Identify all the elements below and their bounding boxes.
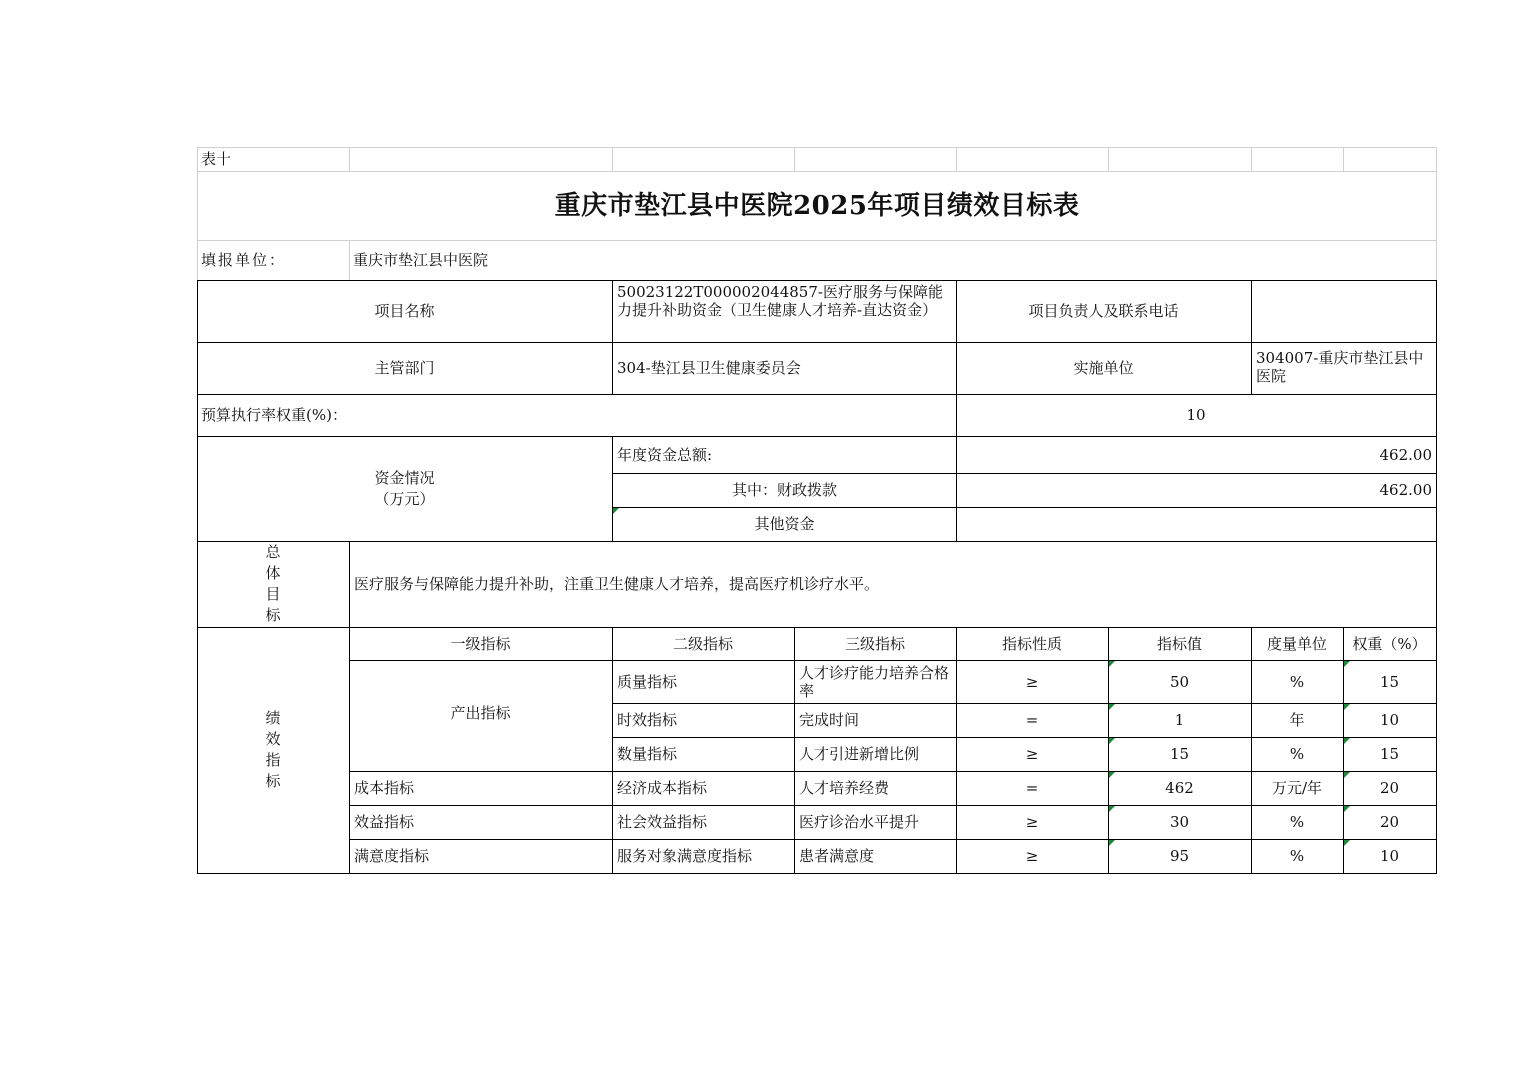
row-nature: ≥ bbox=[1025, 745, 1039, 763]
other-funds-value bbox=[956, 507, 1436, 541]
goal-char: 目 bbox=[265, 585, 281, 603]
impl-label: 实施单位 bbox=[1073, 359, 1134, 377]
row-unit: % bbox=[1289, 672, 1305, 691]
row-level2: 社会效益指标 bbox=[617, 813, 708, 831]
cell-marker bbox=[1344, 661, 1350, 667]
unit-value: 重庆市垫江县中医院 bbox=[353, 251, 489, 269]
grid-line bbox=[612, 147, 613, 171]
header-level3: 三级指标 bbox=[844, 634, 905, 653]
row-level3: 人才引进新增比例 bbox=[799, 745, 920, 763]
row-weight: 10 bbox=[1379, 711, 1400, 729]
header-level2: 二级指标 bbox=[672, 634, 733, 653]
row-weight: 15 bbox=[1379, 745, 1400, 763]
row-level1: 效益指标 bbox=[354, 813, 415, 831]
header-level1: 一级指标 bbox=[450, 634, 511, 653]
grid-line bbox=[794, 147, 795, 171]
funds-label-line2: （万元） bbox=[374, 489, 435, 508]
row-value: 50 bbox=[1169, 672, 1190, 691]
goal-char: 体 bbox=[265, 564, 281, 582]
row-level1: 满意度指标 bbox=[354, 847, 430, 865]
row-level2: 时效指标 bbox=[617, 711, 678, 729]
row-level2: 数量指标 bbox=[617, 745, 678, 763]
cell-marker bbox=[1109, 704, 1115, 710]
grid-line bbox=[1343, 147, 1344, 171]
project-name-value: 50023122T000002044857-医疗服务与保障能力提升补助资金（卫生健康人才培养-直达资金） bbox=[617, 283, 943, 319]
row-unit: % bbox=[1289, 745, 1305, 763]
row-weight: 20 bbox=[1379, 813, 1400, 831]
annual-total-value: 462.00 bbox=[1379, 445, 1432, 464]
overall-goal-label bbox=[197, 541, 349, 627]
cell-marker bbox=[1109, 840, 1115, 846]
row-value: 462 bbox=[1165, 779, 1194, 797]
grid-line bbox=[1108, 147, 1109, 171]
row-unit: 年 bbox=[1289, 711, 1305, 729]
cell-marker bbox=[1109, 806, 1115, 812]
row-unit: % bbox=[1289, 813, 1305, 831]
fiscal-value: 462.00 bbox=[1379, 481, 1432, 499]
row-level3: 医疗诊治水平提升 bbox=[799, 813, 920, 831]
grid-line bbox=[1251, 147, 1252, 171]
level1-output: 产出指标 bbox=[450, 704, 511, 722]
performance-target-sheet bbox=[197, 147, 1437, 874]
cell-marker bbox=[1344, 840, 1350, 846]
header-unit: 度量单位 bbox=[1266, 634, 1327, 653]
row-value: 95 bbox=[1169, 847, 1190, 865]
impl-value: 304007-重庆市垫江县中医院 bbox=[1256, 349, 1424, 385]
cell-marker bbox=[1109, 661, 1115, 667]
header-value: 指标值 bbox=[1156, 634, 1202, 653]
dept-value: 304-垫江县卫生健康委员会 bbox=[617, 359, 801, 377]
row-value: 1 bbox=[1174, 711, 1185, 729]
cell-marker bbox=[1344, 704, 1350, 710]
border-line bbox=[1436, 280, 1437, 874]
contact-label: 项目负责人及联系电话 bbox=[1028, 302, 1179, 320]
project-name-label: 项目名称 bbox=[374, 302, 435, 320]
funds-label bbox=[197, 436, 612, 541]
row-nature: ≥ bbox=[1025, 672, 1039, 691]
perf-indicator-label bbox=[197, 627, 349, 873]
grid-line bbox=[956, 147, 957, 171]
perf-char: 指 bbox=[265, 751, 281, 769]
perf-char: 绩 bbox=[265, 709, 281, 727]
page-title: 重庆市垫江县中医院2025年项目绩效目标表 bbox=[554, 190, 1080, 221]
row-value: 30 bbox=[1169, 813, 1190, 831]
row-value: 15 bbox=[1169, 745, 1190, 763]
row-unit: % bbox=[1289, 847, 1305, 865]
goal-char: 总 bbox=[265, 543, 281, 561]
cell-marker bbox=[1109, 772, 1115, 778]
row-weight: 20 bbox=[1379, 779, 1400, 797]
overall-goal-text: 医疗服务与保障能力提升补助，注重卫生健康人才培养，提高医疗机诊疗水平。 bbox=[354, 575, 880, 593]
row-level3: 人才培养经费 bbox=[799, 779, 890, 797]
fiscal-label: 其中：财政拨款 bbox=[731, 481, 837, 499]
cell-marker bbox=[1344, 806, 1350, 812]
cell-marker bbox=[1344, 738, 1350, 744]
unit-label: 填报单位： bbox=[201, 251, 287, 269]
funds-label-line1: 资金情况 bbox=[374, 468, 435, 487]
row-level2: 质量指标 bbox=[617, 672, 678, 691]
row-level2: 经济成本指标 bbox=[617, 779, 708, 797]
other-funds-label: 其他资金 bbox=[754, 515, 815, 533]
header-weight: 权重（%） bbox=[1352, 634, 1427, 653]
table-number: 表十 bbox=[201, 150, 232, 168]
row-nature: = bbox=[1025, 779, 1039, 797]
budget-weight-label: 预算执行率权重(%)： bbox=[201, 406, 347, 424]
header-nature: 指标性质 bbox=[1001, 634, 1062, 653]
row-weight: 15 bbox=[1379, 672, 1400, 691]
cell-marker bbox=[1344, 772, 1350, 778]
row-weight: 10 bbox=[1379, 847, 1400, 865]
row-level3: 完成时间 bbox=[799, 711, 860, 729]
annual-total-label: 年度资金总额: bbox=[617, 445, 713, 464]
row-level2: 服务对象满意度指标 bbox=[617, 847, 753, 865]
row-level3: 患者满意度 bbox=[799, 847, 875, 865]
row-nature: ≥ bbox=[1025, 847, 1039, 865]
perf-char: 效 bbox=[265, 730, 281, 748]
goal-char: 标 bbox=[265, 606, 281, 624]
grid-line bbox=[349, 147, 350, 171]
contact-value bbox=[1252, 280, 1436, 342]
row-level3: 人才诊疗能力培养合格率 bbox=[799, 663, 950, 700]
row-nature: = bbox=[1025, 711, 1039, 729]
row-nature: ≥ bbox=[1025, 813, 1039, 831]
row-level1: 成本指标 bbox=[354, 779, 415, 797]
budget-weight-value: 10 bbox=[1186, 406, 1206, 424]
dept-label: 主管部门 bbox=[374, 359, 435, 377]
cell-marker bbox=[1109, 738, 1115, 744]
perf-char: 标 bbox=[265, 772, 281, 790]
row-unit: 万元/年 bbox=[1271, 779, 1323, 797]
